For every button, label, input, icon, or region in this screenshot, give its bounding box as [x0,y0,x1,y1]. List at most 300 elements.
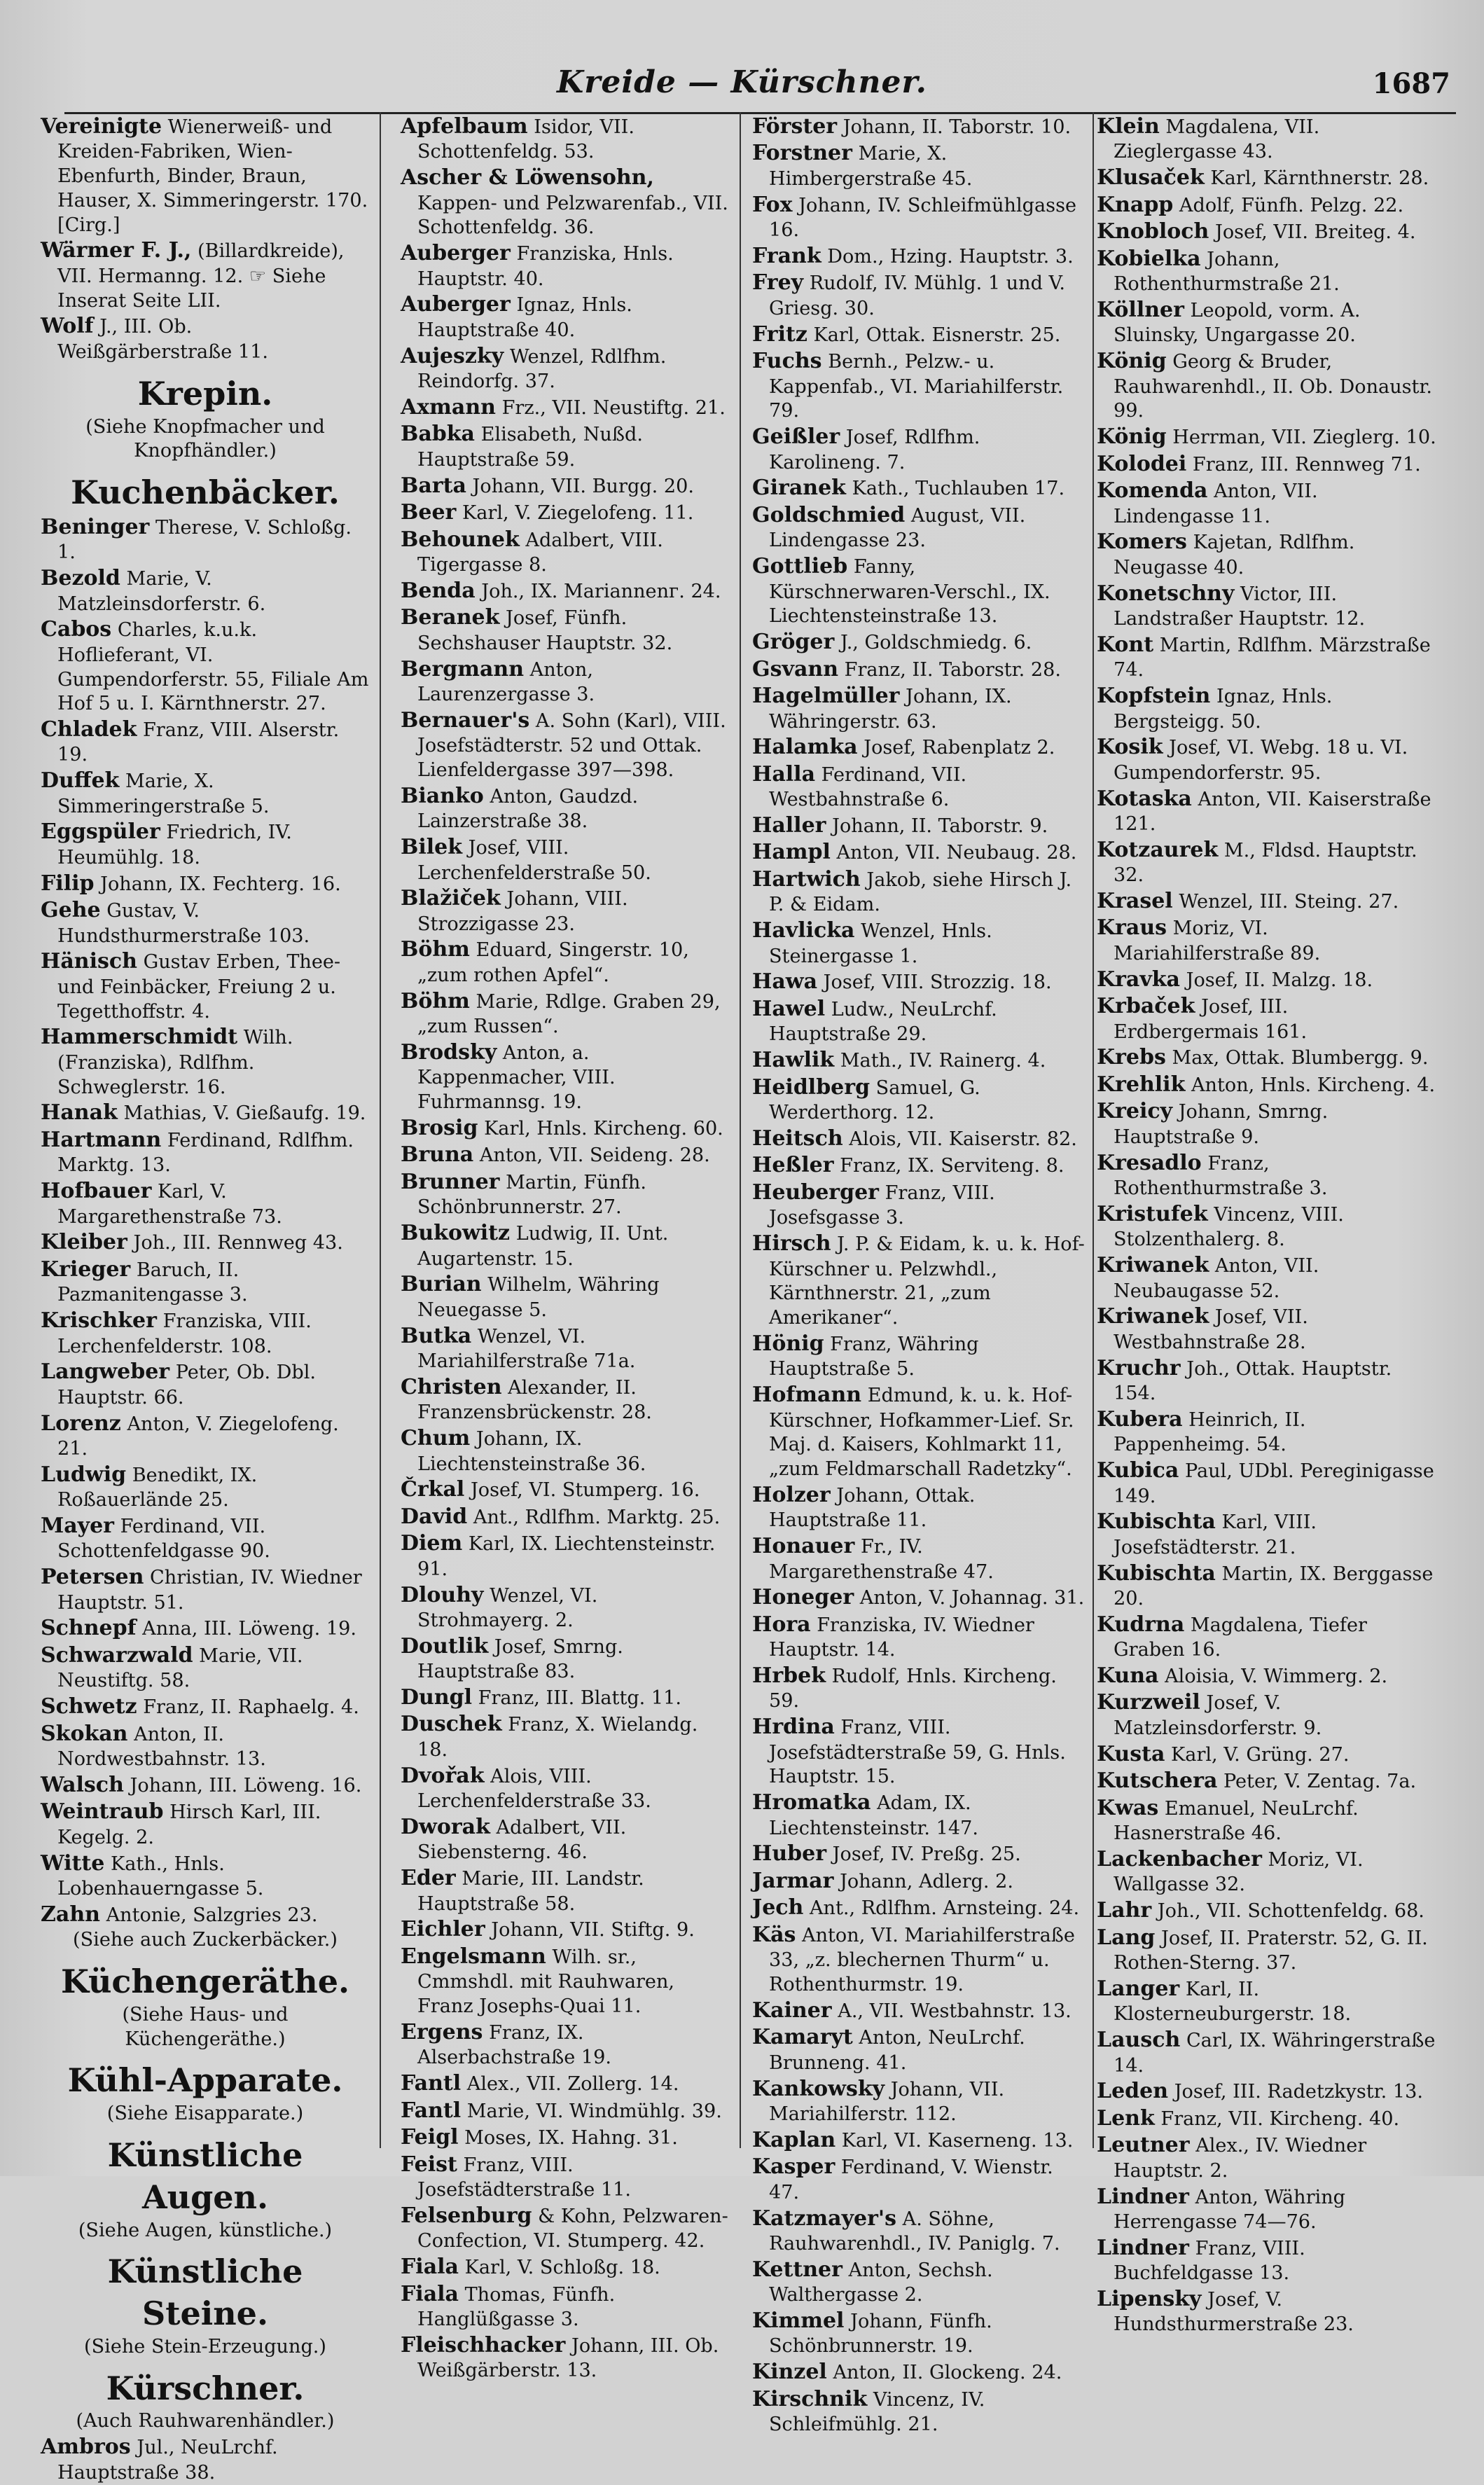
entry-details: A. Sohn (Karl), VIII. Josefstädterstr. 52 und Ottak. Lienfeldergasse 397—398. [417,709,726,782]
directory-entry [401,165,730,240]
entry-details: Franz, X. Wielandg. 18. [417,1714,698,1761]
directory-entry [1097,1663,1437,1689]
entry-name: Kriwanek [1097,1253,1209,1278]
directory-entry [752,683,1087,734]
entry-details: Franz, VIII. Josefstädterstraße 59, G. Hnls. Hauptstr. 15. [769,1717,1066,1788]
directory-entry [41,1902,370,1928]
entry-details: Wienerweiß- und Kreiden-Fabriken, Wien-Ebenfurth, Binder, Braun, Hauser, X. Simmeringerstr. 170. [Cirg.] [57,116,368,236]
entry-name: Witte [41,1850,105,1876]
directory-entry [1097,1560,1437,1612]
entry-name: Kubischta [1097,1560,1216,1586]
entry-details: Ferdinand, VII. Schottenfeldgasse 90. [57,1516,270,1563]
entry-name: Fiala [401,2255,459,2280]
entry-name: Kurzweil [1097,1690,1200,1715]
entry-name: Hawel [752,996,826,1021]
directory-entry [401,1039,730,1115]
entry-details: Karl, Hnls. Kircheng. 60. [484,1117,723,1140]
directory-entry [752,502,1087,553]
entry-name: Cabos [41,617,112,642]
entry-details: Kajetan, Rdlfhm. Neugasse 40. [1114,532,1355,579]
entry-name: Christen [401,1374,502,1399]
entry-details: Emanuel, NeuLrchf. Hasnerstraße 46. [1114,1797,1359,1845]
entry-details: Anton, VII. Kaiserstraße 121. [1114,788,1431,835]
entry-name: Dlouhy [401,1582,484,1607]
directory-entry [752,918,1087,969]
directory-entry [401,527,730,578]
directory-entry [41,1615,370,1642]
entry-name: Hromatka [752,1790,871,1815]
entry-details: Anton, V. Ziegelofeng. 21. [57,1413,339,1460]
entry-name: Weintraub [41,1799,164,1825]
entry-name: Konetschny [1097,581,1235,606]
directory-entry [41,1772,370,1799]
directory-entry [401,1142,730,1168]
column-1 [41,113,370,2484]
entry-name: Kasper [752,2154,835,2180]
directory-entry [41,1178,370,1229]
entry-details: Karl, Ottak. Eisnerstr. 25. [813,324,1061,346]
directory-entry [1097,348,1437,424]
entry-details: Georg & Bruder, Rauhwarenhdl., II. Ob. Donaustr. 99. [1114,351,1433,422]
entry-name: Bruna [401,1142,474,1168]
directory-entry [41,313,370,364]
entry-name: Hora [752,1612,811,1637]
directory-entry [41,1359,370,1410]
entry-name: Wärmer F. J., [41,238,192,263]
entry-name: Gottlieb [752,554,848,579]
entry-details: Josef, VII. Breiteg. 4. [1214,221,1416,244]
entry-name: Hagelmüller [752,684,900,709]
entry-name: Schwetz [41,1694,137,1719]
directory-entry [752,1922,1087,1998]
section-heading: Krepin. [137,374,273,413]
entry-name: Gehe [41,898,101,923]
entry-name: Lipensky [1097,2286,1202,2311]
directory-entry [752,1714,1087,1790]
entry-name: Honeger [752,1585,854,1610]
directory-entry [401,1916,730,1943]
entry-details: Karl, V. Grüng. 27. [1171,1743,1350,1766]
entry-name: Komers [1097,529,1187,555]
entry-name: Eggspüler [41,819,160,845]
directory-entry [752,761,1087,812]
entry-name: Fiala [401,2281,459,2306]
directory-entry [1097,1252,1437,1303]
entry-name: Kutschera [1097,1768,1218,1794]
directory-entry [401,578,730,604]
entry-name: Giranek [752,476,846,501]
entry-details: Martin, Rdlfhm. Märzstraße 74. [1114,634,1431,681]
entry-details: A. Söhne, Rauhwarenhdl., IV. Paniglg. 7. [769,2208,1060,2255]
directory-entry [401,988,730,1039]
directory-entry [1097,2105,1437,2132]
directory-entry [1097,1458,1437,1509]
directory-entry [752,812,1087,839]
entry-name: Hönig [752,1331,824,1356]
entry-name: Kristufek [1097,1201,1208,1226]
directory-entry [401,499,730,526]
entry-name: Beninger [41,514,150,539]
entry-details: Johann, IX. Liechtensteinstraße 36. [417,1428,646,1475]
entry-details: Ferdinand, V. Wienstr. 47. [769,2157,1053,2203]
entry-name: Hawa [752,969,818,995]
directory-entry [41,1127,370,1178]
entry-details: Josef, IV. Preßg. 25. [832,1843,1021,1866]
entry-name: Hofbauer [41,1179,152,1204]
directory-entry [1097,451,1437,478]
entry-details: Paul, UDbl. Pereginigasse 149. [1114,1460,1434,1507]
entry-name: Benda [401,578,476,603]
entry-details: Anton, II. Glockeng. 24. [833,2362,1062,2384]
entry-name: Chladek [41,717,137,742]
entry-name: Gsvann [752,656,839,681]
directory-entry [752,113,1087,140]
entry-details: Franz, VIII. Josefsgasse 3. [769,1182,995,1229]
directory-entry [752,1841,1087,1867]
entry-details: Wenzel, Rdlfhm. Reindorfg. 37. [417,345,667,393]
entry-details: Franz, Währing Hauptstraße 5. [769,1333,979,1380]
entry-name: Kresadlo [1097,1150,1202,1175]
directory-entry [752,656,1087,683]
entry-details: Hirsch Karl, III. Kegelg. 2. [57,1801,321,1848]
entry-details: Ludw., NeuLrchf. Hauptstraße 29. [769,998,997,1046]
directory-entry [1097,165,1437,191]
entry-details: Alois, VIII. Lerchenfelderstraße 33. [417,1765,651,1813]
entry-name: Knapp [1097,192,1174,217]
entry-details: Karl, IX. Liechtensteinstr. 91. [417,1533,716,1580]
directory-entry [752,1231,1087,1331]
entry-name: Hammerschmidt [41,1025,238,1050]
directory-entry [401,421,730,472]
directory-entry [401,1504,730,1530]
entry-details: Baruch, II. Pazmanitengasse 3. [57,1259,248,1306]
directory-entry [1097,888,1437,915]
directory-entry [1097,219,1437,245]
directory-entry [752,969,1087,995]
directory-entry [401,2152,730,2203]
directory-entry [752,475,1087,501]
entry-name: Bezold [41,566,120,591]
directory-entry [401,2019,730,2070]
directory-entry [1097,993,1437,1044]
directory-entry [1097,2286,1437,2337]
page-header [0,64,1484,104]
entry-name: Knobloch [1097,219,1209,244]
directory-entry [752,2386,1087,2437]
directory-entry [41,897,370,948]
directory-entry [1097,1976,1437,2027]
entry-name: Halla [752,761,816,787]
entry-details: Karl, V. Margarethenstraße 73. [57,1181,282,1228]
section-heading: Künstliche Steine. [107,2252,303,2333]
directory-entry [401,343,730,394]
cross-reference-note: (Siehe auch Zuckerbäcker.) [73,1929,338,1951]
directory-entry [41,1308,370,1359]
entry-details: Anton, VII. Seideng. 28. [479,1144,710,1167]
entry-details: Alex., IV. Wiedner Hauptstr. 2. [1114,2135,1367,2182]
directory-entry [41,616,370,717]
entry-name: Blažiček [401,886,501,911]
entry-details: Adalbert, VIII. Tigergasse 8. [417,529,663,576]
entry-details: Wenzel, VI. Mariahilferstraße 71a. [417,1325,636,1373]
entry-details: Franz, VIII. Alserstr. 19. [57,719,340,766]
directory-entry [752,2257,1087,2308]
entry-name: Heitsch [752,1126,843,1151]
directory-entry [401,1476,730,1503]
entry-details: J., III. Ob. Weißgärberstraße 11. [57,316,268,363]
entry-details: Aloisia, V. Wimmerg. 2. [1165,1665,1388,1687]
entry-name: Kamaryt [752,2025,853,2050]
directory-entry [401,1323,730,1374]
entry-details: Franziska, IV. Wiedner Hauptstr. 14. [769,1614,1034,1661]
entry-details: Ferdinand, VII. Westbahnstraße 6. [769,763,967,811]
directory-entry [401,394,730,421]
entry-name: Klusaček [1097,165,1205,191]
entry-name: Lindner [1097,2235,1189,2260]
entry-name: Langer [1097,1976,1180,2001]
entry-name: König [1097,349,1167,374]
entry-name: Chum [401,1426,471,1451]
entry-name: Lackenbacher [1097,1846,1262,1871]
directory-entry [752,734,1087,761]
entry-name: Burian [401,1272,482,1297]
entry-name: Hänisch [41,949,137,974]
directory-entry [401,783,730,834]
entry-details: Math., IV. Rainerg. 4. [840,1050,1046,1072]
entry-name: Havlicka [752,918,855,943]
entry-details: Samuel, G. Werderthorg. 12. [769,1077,980,1124]
directory-entry [401,707,730,783]
directory-entry [401,240,730,291]
directory-entry [401,2098,730,2124]
cross-reference-note: (Auch Rauhwarenhändler.) [76,2410,335,2432]
entry-details: Ant., Rdlfhm. Arnsteing. 24. [809,1897,1080,1920]
entry-details: Wilh. sr., Cmmshdl. mit Rauhwaren, Franz Josephs-Quai 11. [417,1946,675,2018]
entry-details: Wenzel, VI. Strohmayerg. 2. [417,1584,598,1631]
entry-details: A., VII. Westbahnstr. 13. [838,2000,1072,2022]
entry-name: Frank [752,243,821,268]
directory-entry [41,717,370,768]
entry-details: Wilh. (Franziska), Rdlfhm. Schweglerstr. 16. [57,1027,293,1098]
directory-entry [752,1126,1087,1152]
column-4 [1097,113,1437,2336]
entry-details: Franz, Rothenthurmstraße 3. [1114,1152,1328,1200]
directory-entry [1097,1846,1437,1897]
entry-details: Anton, Gaudzd. Lainzerstraße 38. [417,785,639,833]
directory-entry [41,1411,370,1462]
entry-name: Kainer [752,1998,832,2023]
column-divider [380,112,381,2148]
entry-details: Martin, Fünfh. Schönbrunnerstr. 27. [417,1171,646,1219]
entry-name: Engelsmann [401,1944,546,1969]
entry-details: Vincenz, VIII. Stolzenthalerg. 8. [1114,1203,1344,1251]
entry-details: Adolf, Fünfh. Pelzg. 22. [1179,194,1404,216]
directory-entry [1097,2184,1437,2235]
entry-details: Joh., IX. Mariannenг. 24. [481,580,721,602]
entry-name: Dworak [401,1814,490,1839]
entry-details: Anton, VII. Lindengasse 11. [1114,480,1318,527]
entry-details: Marie, VII. Neustiftg. 58. [57,1645,303,1692]
entry-name: Heidlberg [752,1074,871,1100]
directory-entry [1097,1741,1437,1768]
entry-details: Ignaz, Hnls. Hauptstraße 40. [417,294,632,341]
entry-name: Katzmayer's [752,2206,896,2231]
directory-entry [41,1694,370,1720]
entry-details: August, VII. Lindengasse 23. [769,504,1026,552]
entry-details: Franz, II. Taborstr. 28. [844,658,1061,681]
entry-details: J. P. & Eidam, k. u. k. Hof-Kürschner u. Pelzwhdl., Kärnthnerstr. 21, „zum Amerikaner“. [769,1233,1085,1329]
entry-details: Fanny, Kürschnerwaren-Verschl., IX. Liechtensteinstraße 13. [769,556,1050,628]
entry-name: Leutner [1097,2133,1190,2158]
entry-name: Jarmar [752,1868,834,1893]
directory-entry [1097,1355,1437,1406]
entry-details: Carl, IX. Währingerstraße 14. [1114,2030,1436,2077]
entry-name: Kotzaurek [1097,837,1219,862]
entry-details: Wilhelm, Währing Neuegasse 5. [417,1274,660,1321]
entry-name: Kaplan [752,2127,836,2152]
entry-name: Krehlik [1097,1072,1186,1097]
directory-entry [1097,786,1437,837]
entry-name: Schwarzwald [41,1642,193,1668]
entry-details: Jakob, siehe Hirsch J. P. & Eidam. [769,868,1072,916]
entry-name: Lindner [1097,2184,1189,2209]
entry-details: Thomas, Fünfh. Hanglüßgasse 3. [417,2283,616,2330]
directory-entry [41,1642,370,1694]
directory-entry [1097,1150,1437,1201]
entry-name: Hrbek [752,1663,826,1688]
entry-details: Marie, X. Simmeringerstraße 5. [57,770,270,817]
directory-entry [401,1115,730,1142]
entry-name: Petersen [41,1565,144,1590]
entry-details: Magdalena, Tiefer Graben 16. [1114,1614,1367,1661]
directory-entry [1097,1098,1437,1149]
entry-name: Kubischta [1097,1509,1216,1535]
directory-entry [1097,113,1437,165]
entry-name: Kankowsky [752,2076,885,2101]
entry-name: Bukowitz [401,1221,511,1246]
entry-name: Hartmann [41,1127,162,1152]
directory-entry [752,1047,1087,1074]
directory-entry [401,1865,730,1916]
directory-entry [401,473,730,499]
page-number: 1687 [1372,67,1450,100]
entry-details: & Kohn, Pelzwaren-Confection, VI. Stumperg. 42. [417,2205,728,2252]
directory-entry [41,1721,370,1772]
entry-details: Marie, Rdlge. Graben 29, „zum Russen“. [417,990,721,1038]
entry-details: Josef, VIII. Strozzig. 18. [823,971,1052,994]
entry-name: Kubera [1097,1406,1183,1432]
directory-entry [401,2332,730,2383]
entry-name: Auberger [401,241,511,266]
entry-name: Ascher & Löwensohn, [401,165,654,191]
entry-details: J., Goldschmiedg. 6. [840,632,1032,654]
entry-name: Feigl [401,2125,459,2150]
entry-details: Adam, IX. Liechtensteinstr. 147. [769,1792,978,1839]
entry-name: Brunner [401,1169,500,1194]
directory-entry [752,1382,1087,1482]
entry-details: Magdalena, VII. Zieglergasse 43. [1114,116,1320,163]
entry-details: Johann, VII. Stiftg. 9. [491,1919,695,1941]
entry-details: Josef, VI. Webg. 18 u. VI. Gumpendorferstr. 95. [1114,737,1408,784]
entry-name: Brodsky [401,1039,497,1065]
directory-entry [752,1179,1087,1231]
directory-entry [41,1257,370,1308]
directory-entry [41,1100,370,1126]
directory-entry [1097,1201,1437,1252]
directory-entry [752,1482,1087,1533]
entry-name: Lang [1097,1925,1156,1950]
entry-name: Kirschnik [752,2386,868,2411]
entry-details: Franz, VII. Kircheng. 40. [1160,2107,1400,2130]
directory-entry [41,1850,370,1902]
directory-entry [752,1074,1087,1126]
entry-name: Butka [401,1323,472,1348]
directory-entry [752,1584,1087,1611]
entry-details: Ludwig, II. Unt. Augartenstr. 15. [417,1223,669,1270]
entry-details: Johann, VII. Mariahilferstr. 112. [769,2078,1005,2126]
entry-name: Fantl [401,2071,462,2096]
directory-entry [1097,297,1437,348]
entry-details: Joh., Ottak. Hauptstr. 154. [1114,1357,1392,1405]
directory-entry [1097,1509,1437,1560]
cross-reference-note: (Siehe Augen, künstliche.) [78,2219,333,2241]
entry-name: Ergens [401,2019,483,2044]
entry-name: Kubica [1097,1458,1179,1483]
entry-details: Anton, II. Nordwestbahnstr. 13. [57,1723,266,1771]
entry-details: Martin, IX. Berggasse 20. [1114,1563,1434,1610]
directory-entry [1097,1303,1437,1355]
directory-entry [1097,837,1437,888]
directory-entry [752,1790,1087,1841]
directory-entry [401,1425,730,1476]
directory-entry [1097,1406,1437,1458]
directory-entry [752,2206,1087,2257]
directory-entry [752,629,1087,656]
entry-name: König [1097,424,1167,450]
entry-details: Marie, X. Himbergerstraße 45. [769,143,973,190]
cross-reference-note: (Siehe Stein-Erzeugung.) [84,2335,326,2358]
directory-entry [41,819,370,870]
entry-name: Geißler [752,424,840,450]
entry-name: Duffek [41,768,120,794]
entry-name: Leden [1097,2079,1169,2104]
entry-name: Krischker [41,1308,157,1334]
directory-entry [752,140,1087,191]
entry-details: Johann, Fünfh. Schönbrunnerstr. 19. [769,2311,992,2358]
entry-name: Haller [752,813,826,838]
entry-name: Doutlik [401,1633,489,1659]
entry-name: Krieger [41,1257,131,1282]
directory-entry [752,866,1087,918]
entry-details: Wenzel, III. Steing. 27. [1179,890,1399,913]
entry-name: Apfelbaum [401,114,528,139]
directory-entry [401,604,730,656]
directory-entry [41,1462,370,1513]
directory-entry [1097,1795,1437,1846]
entry-name: Langweber [41,1359,170,1385]
entry-details: (Billardkreide), VII. Hermanng. 12. ☞ Siehe Inserat Seite LII. [57,240,345,312]
entry-details: Johann, Smrng. Hauptstraße 9. [1114,1101,1329,1148]
directory-entry [401,113,730,165]
entry-details: Karl, V. Schloßg. 18. [464,2257,660,2279]
cross-reference-note: (Siehe Knopfmacher und Knopfhändler.) [85,415,325,462]
entry-name: Kettner [752,2257,842,2282]
column-divider [740,112,741,2148]
directory-entry [41,1564,370,1615]
directory-entry [752,348,1087,424]
entry-name: Auberger [401,292,511,317]
entry-details: Josef, V. Hundsthurmerstraße 23. [1114,2288,1354,2336]
